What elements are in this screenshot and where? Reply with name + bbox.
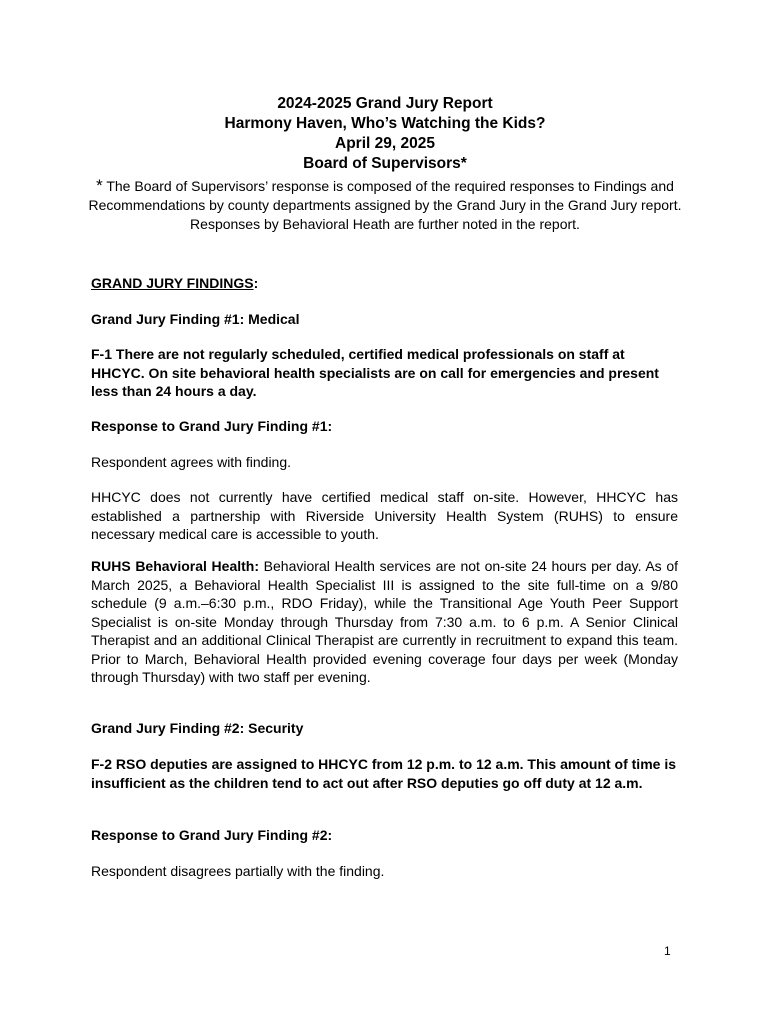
finding-1-response: Respondent agrees with finding. [91,454,292,470]
finding-1-response-title: Response to Grand Jury Finding #1: [91,418,333,434]
finding-2-response-title: Response to Grand Jury Finding #2: [91,827,333,843]
finding-2-title: Grand Jury Finding #2: Security [91,720,304,736]
finding-2-statement: F-2 RSO deputies are assigned to HHCYC from 12 p.m. to 12 a.m. This amount of time is insufficient as the children tend to act out after RSO deputies go off duty at 12 a.m. [91,756,676,791]
section-heading-label: GRAND JURY FINDINGS [91,275,254,291]
section-heading [91,274,678,293]
note-asterisk: * [96,176,103,195]
section-heading-colon: : [253,275,259,291]
report-date: April 29, 2025 [335,135,435,152]
rubhs-label: RUHS Behavioral Health: [91,558,260,574]
page-number: 1 [664,944,671,958]
response-note [88,176,682,234]
finding-1-paragraph: HHCYC does not currently have certified medical staff on-site. However, HHCYC has established a partnership with Riverside University Health System (RUHS) to ensure necessary medical care is accessible to youth. [91,489,678,542]
finding-1-statement: F-1 There are not regularly scheduled, certified medical professionals on staff at HHCYC. On site behavioral health specialists are on call for emergencies and present less than 24 hours a day. [91,346,659,399]
note-text: The Board of Supervisors’ response is composed of the required responses to Findings and Recommendations by county departments assigned by the Grand Jury in the Grand Jury report. Responses by Behavioral Heath are further noted in the report. [88,178,682,232]
report-header [60,94,710,174]
report-subtitle: Harmony Haven, Who’s Watching the Kids? [224,115,546,132]
finding-1-title: Grand Jury Finding #1: Medical [91,311,300,327]
respondent-name: Board of Supervisors* [303,155,467,172]
rubhs-paragraph [91,557,678,687]
report-title: 2024-2025 Grand Jury Report [277,95,493,112]
finding-2-response: Respondent disagrees partially with the finding. [91,863,385,879]
rubhs-text: Behavioral Health services are not on-site 24 hours per day. As of March 2025, a Behavioral Health Specialist III is assigned to the site full-time on a 9/80 schedule (9 a.m.–6:30 p.m., RDO Friday), while the Transitional Age Youth Peer Support Specialist is on-site Monday through Thursday from 7:30 a.m. to 6 p.m. A Senior Clinical Therapist and an additional Clinical Therapist are currently in recruitment to expand this team. Prior to March, Behavioral Health provided evening coverage four days per week (Monday through Thursday) with two staff per evening. [91,558,678,685]
